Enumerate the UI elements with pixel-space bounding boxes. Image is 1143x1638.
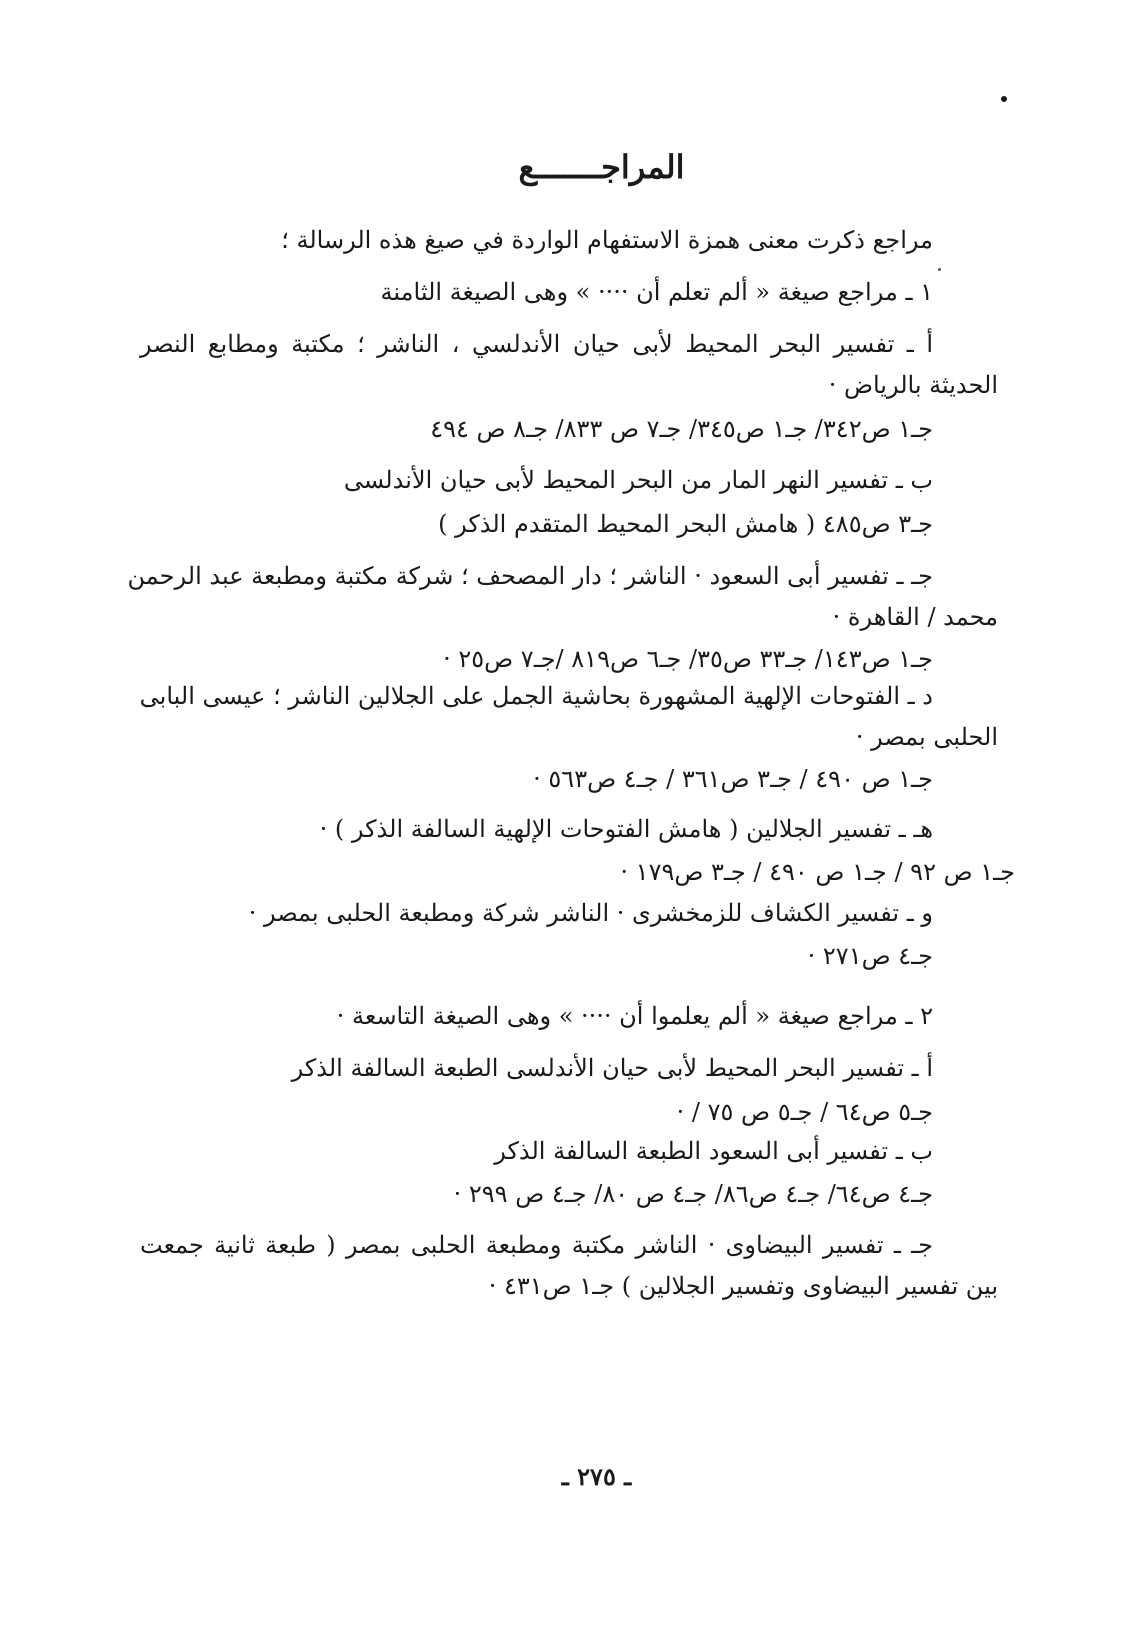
reference-a-pages: جـ١ ص٣٤٢/ جـ١ ص٣٤٥/ جـ٧ ص ٨٣٣/ جـ٨ ص ٤٩٤: [430, 415, 933, 443]
reference-d-pages: جـ١ ص ٤٩٠ / جـ٣ ص٣٦١ / جـ٤ ص٥٦٣ ·: [533, 765, 933, 793]
reference-2a-pages: جـ٥ ص٦٤ / جـ٥ ص ٧٥ / ·: [676, 1098, 933, 1126]
reference-c-line-1: جـ ـ تفسير أبى السعود · الناشر ؛ دار المصحف ؛ شركة مكتبة ومطبعة عبد الرحمن: [127, 562, 933, 590]
reference-2a-line: أ ـ تفسير البحر المحيط لأبى حيان الأندلسى الطبعة السالفة الذكر: [291, 1054, 933, 1082]
section-1-heading: ١ ـ مراجع صيغة « ألم تعلم أن ···· » وهى الصيغة الثامنة: [380, 278, 933, 306]
reference-f-line: و ـ تفسير الكشاف للزمخشرى · الناشر شركة ومطبعة الحلبى بمصر ·: [248, 899, 933, 927]
reference-c-line-2: محمد / القاهرة ·: [832, 603, 998, 631]
reference-e-line: هـ ـ تفسير الجلالين ( هامش الفتوحات الإلهية السالفة الذكر ) ·: [319, 815, 933, 843]
intro-line: مراجع ذكرت معنى همزة الاستفهام الواردة في صيغ هذه الرسالة ؛: [281, 226, 933, 254]
section-2-heading: ٢ ـ مراجع صيغة « ألم يعلموا أن ···· » وهى الصيغة التاسعة ·: [336, 1002, 933, 1030]
reference-2b-line: ب ـ تفسير أبى السعود الطبعة السالفة الذكر: [494, 1137, 933, 1165]
reference-2c-line-1: جـ ـ تفسير البيضاوى · الناشر مكتبة ومطبعة الحلبى بمصر ( طبعة ثانية جمعت: [140, 1231, 933, 1259]
reference-e-pages: جـ١ ص ٩٢ / جـ١ ص ٤٩٠ / جـ٣ ص١٧٩ ·: [620, 858, 1015, 886]
reference-b-pages: جـ٣ ص٤٨٥ ( هامش البحر المحيط المتقدم الذكر ): [438, 510, 933, 538]
reference-2c-line-2: بين تفسير البيضاوى وتفسير الجلالين ) جـ١ ص٤٣١ ·: [488, 1272, 998, 1300]
reference-c-pages: جـ١ ص١٤٣/ جـ٣٣ ص٣٥/ جـ٦ ص٨١٩ /جـ٧ ص٢٥ ·: [443, 645, 933, 673]
reference-b-line: ب ـ تفسير النهر المار من البحر المحيط لأبى حيان الأندلسى: [343, 466, 933, 494]
page-number: ـ ٢٧٥ ـ: [561, 1462, 632, 1491]
reference-d-line-1: د ـ الفتوحات الإلهية المشهورة بحاشية الجمل على الجلالين الناشر ؛ عيسى البابى: [139, 682, 933, 710]
page-title: المراجـــــــع: [518, 148, 685, 186]
reference-2b-pages: جـ٤ ص٦٤/ جـ٤ ص٨٦/ جـ٤ ص ٨٠/ جـ٤ ص ٢٩٩ ·: [453, 1180, 933, 1208]
reference-f-pages: جـ٤ ص٢٧١ ·: [807, 942, 933, 970]
reference-a-line-1: أ ـ تفسير البحر المحيط لأبى حيان الأندلسي ، الناشر ؛ مكتبة ومطابع النصر: [140, 330, 934, 358]
ink-dot: [1001, 96, 1007, 102]
ink-dot-small: [938, 268, 941, 271]
reference-d-line-2: الحلبى بمصر ·: [855, 723, 998, 751]
reference-a-line-2: الحديثة بالرياض ·: [828, 371, 998, 399]
